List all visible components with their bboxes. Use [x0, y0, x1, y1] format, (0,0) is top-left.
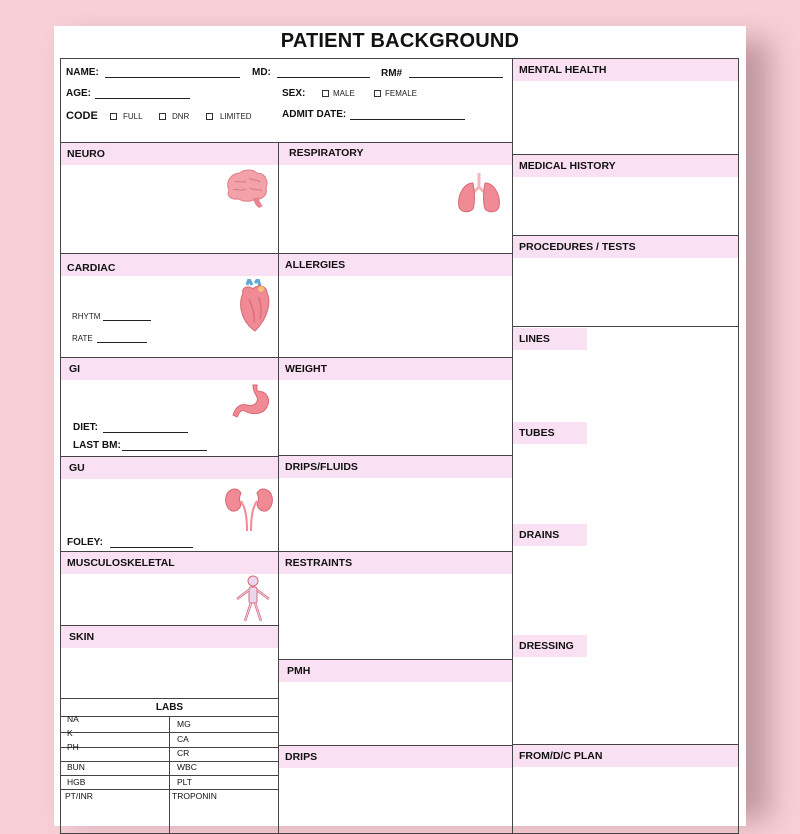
- foley-field[interactable]: [110, 547, 193, 548]
- md-label: MD:: [252, 67, 271, 78]
- section-header: [513, 59, 738, 81]
- skeleton-icon: [233, 575, 273, 623]
- drips-section[interactable]: [278, 745, 513, 834]
- musculoskeletal-section[interactable]: [60, 551, 279, 626]
- sex-female-label: FEMALE: [385, 89, 418, 98]
- rate-field[interactable]: [97, 342, 147, 343]
- last-bm-field[interactable]: [122, 450, 207, 451]
- section-header: [61, 457, 278, 479]
- code-full-checkbox[interactable]: [110, 113, 117, 120]
- allergies-title: ALLERGIES: [285, 259, 346, 271]
- procedures-tests-title: PROCEDURES / TESTS: [519, 241, 636, 253]
- code-dnr-checkbox[interactable]: [159, 113, 166, 120]
- admit-date-label: ADMIT DATE:: [282, 109, 347, 120]
- gi-section[interactable]: [60, 357, 279, 457]
- section-header: [61, 552, 278, 574]
- labs-row-line: [61, 789, 278, 790]
- lines-title: LINES: [519, 333, 550, 345]
- lines-header: [513, 328, 587, 350]
- section-header: [61, 254, 278, 276]
- name-label: NAME:: [66, 67, 99, 78]
- section-header: [61, 143, 278, 165]
- tubes-title: TUBES: [519, 427, 555, 439]
- neuro-section[interactable]: [60, 142, 279, 254]
- lab-label-k: K: [67, 728, 73, 738]
- musculoskeletal-title: MUSCULOSKELETAL: [67, 557, 175, 569]
- code-label: CODE: [66, 110, 98, 122]
- lab-label-mg: MG: [177, 719, 191, 729]
- code-full-label: FULL: [123, 112, 143, 121]
- lab-label-ph: PH: [67, 742, 79, 752]
- labs-row-line: [61, 761, 278, 762]
- labs-row-line: [61, 732, 278, 733]
- foley-label: FOLEY:: [67, 537, 103, 548]
- code-limited-label: LIMITED: [220, 112, 252, 121]
- weight-title: WEIGHT: [285, 363, 327, 375]
- code-dnr-label: DNR: [172, 112, 190, 121]
- weight-section[interactable]: [278, 357, 513, 456]
- drips-title: DRIPS: [285, 751, 318, 763]
- gu-section[interactable]: [60, 456, 279, 552]
- drips-fluids-section[interactable]: [278, 455, 513, 552]
- rm-label: RM#: [381, 68, 403, 79]
- medical-history-title: MEDICAL HISTORY: [519, 160, 616, 172]
- section-header: [513, 236, 738, 258]
- drips-fluids-title: DRIPS/FLUIDS: [285, 461, 358, 473]
- lab-label-hgb: HGB: [67, 777, 86, 787]
- medical-history-section[interactable]: [512, 154, 739, 236]
- code-limited-checkbox[interactable]: [206, 113, 213, 120]
- section-header: [279, 456, 512, 478]
- section-header: [279, 254, 512, 276]
- section-header: [279, 143, 512, 165]
- section-header: [513, 745, 738, 767]
- rhythm-field[interactable]: [103, 320, 151, 321]
- lab-label-troponin: TROPONIN: [172, 791, 217, 801]
- labs-row-line: [61, 775, 278, 776]
- section-header: [279, 660, 512, 682]
- restraints-section[interactable]: [278, 551, 513, 660]
- gu-title: GU: [69, 462, 85, 474]
- dressing-title: DRESSING: [519, 640, 574, 652]
- rate-label: RATE: [72, 334, 93, 343]
- age-field[interactable]: [95, 98, 190, 99]
- md-field[interactable]: [277, 77, 370, 78]
- patient-info-box: [60, 58, 513, 143]
- from-dc-plan-section[interactable]: [512, 744, 739, 834]
- section-header: [279, 746, 512, 768]
- drains-header: [513, 524, 587, 546]
- lines-tubes-drains-section[interactable]: [512, 326, 739, 745]
- labs-title: LABS: [155, 702, 184, 713]
- lab-label-ca: CA: [177, 734, 189, 744]
- dressing-header: [513, 635, 587, 657]
- mental-health-title: MENTAL HEALTH: [519, 64, 607, 76]
- pmh-section[interactable]: [278, 659, 513, 746]
- section-header: [61, 626, 278, 648]
- section-header: [61, 358, 278, 380]
- page-title: PATIENT BACKGROUND: [280, 30, 520, 52]
- age-label: AGE:: [66, 88, 91, 99]
- respiratory-title: RESPIRATORY: [289, 147, 364, 159]
- name-field[interactable]: [105, 77, 240, 78]
- section-header: [279, 552, 512, 574]
- diet-label: DIET:: [73, 422, 98, 433]
- last-bm-label: LAST BM:: [73, 440, 121, 451]
- section-header: [513, 155, 738, 177]
- labs-table: [60, 698, 279, 834]
- from-dc-plan-title: FROM/D/C PLAN: [519, 750, 603, 762]
- lab-label-plt: PLT: [177, 777, 192, 787]
- cardiac-title: CARDIAC: [67, 262, 116, 274]
- stomach-icon: [231, 383, 273, 421]
- procedures-tests-section[interactable]: [512, 235, 739, 327]
- lab-label-na: NA: [67, 714, 79, 724]
- worksheet-page: [54, 26, 746, 826]
- restraints-title: RESTRAINTS: [285, 557, 353, 569]
- lab-label-bun: BUN: [67, 762, 85, 772]
- cardiac-section[interactable]: [60, 253, 279, 358]
- diet-field[interactable]: [103, 432, 188, 433]
- labs-row-line: [61, 747, 278, 748]
- drains-title: DRAINS: [519, 529, 560, 541]
- lab-label-cr: CR: [177, 748, 190, 758]
- allergies-section[interactable]: [278, 253, 513, 358]
- sex-label: SEX:: [282, 88, 306, 99]
- sex-male-label: MALE: [333, 89, 355, 98]
- neuro-title: NEURO: [67, 148, 105, 160]
- tubes-header: [513, 422, 587, 444]
- sex-male-checkbox[interactable]: [322, 90, 329, 97]
- brain-icon: [223, 168, 269, 210]
- lungs-icon: [455, 171, 503, 215]
- admit-date-field[interactable]: [350, 119, 465, 120]
- respiratory-section[interactable]: [278, 142, 513, 254]
- rm-field[interactable]: [409, 77, 503, 78]
- lab-label-wbc: WBC: [177, 762, 197, 772]
- section-header: [279, 358, 512, 380]
- mental-health-section[interactable]: [512, 58, 739, 155]
- lab-label-pt-inr: PT/INR: [65, 791, 93, 801]
- heart-icon: [235, 279, 273, 333]
- skin-section[interactable]: [60, 625, 279, 699]
- gi-title: GI: [69, 363, 81, 375]
- rhythm-label: RHYTM: [72, 312, 101, 321]
- sex-female-checkbox[interactable]: [374, 90, 381, 97]
- kidneys-icon: [223, 485, 277, 535]
- pmh-title: PMH: [287, 665, 311, 677]
- skin-title: SKIN: [69, 631, 95, 643]
